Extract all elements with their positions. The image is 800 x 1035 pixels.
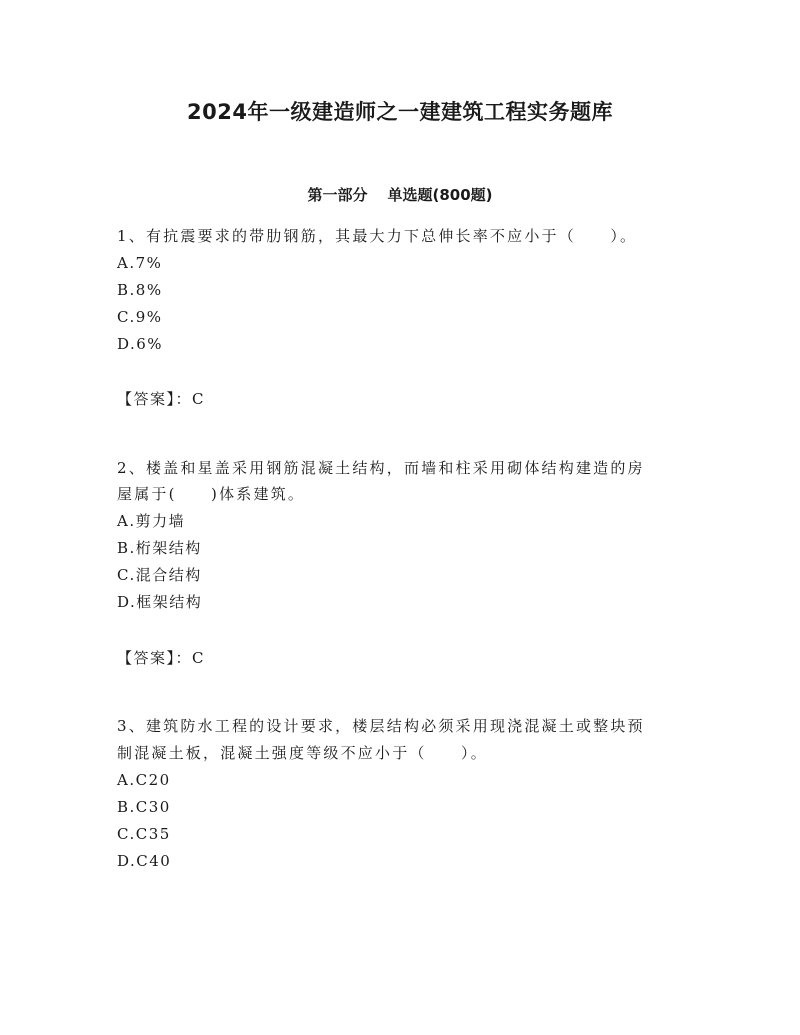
answer: 【答案】：C <box>117 390 205 408</box>
question-text: 2、楼盖和星盖采用钢筋混凝土结构，而墙和柱采用砌体结构建造的房 <box>117 459 645 477</box>
option-b: B.桁架结构 <box>117 539 202 557</box>
option-a: A.C20 <box>117 771 171 789</box>
option-d: D.6% <box>117 335 164 353</box>
question-text: 3、建筑防水工程的设计要求，楼层结构必须采用现浇混凝土或整块预 <box>117 717 645 735</box>
option-c: C.混合结构 <box>117 566 202 584</box>
option-d: D.C40 <box>117 852 172 870</box>
option-c: C.9% <box>117 308 163 326</box>
answer: 【答案】：C <box>117 649 205 667</box>
document-title: 2024年一级建造师之一建建筑工程实务题库 <box>187 100 613 124</box>
option-b: B.C30 <box>117 798 171 816</box>
section-title <box>0 184 800 205</box>
section-part: 第一部分 <box>307 186 368 204</box>
option-d: D.框架结构 <box>117 593 203 611</box>
option-a: A.剪力墙 <box>117 512 186 530</box>
option-a: A.7% <box>117 254 163 272</box>
section-name: 单选题(800题) <box>387 186 493 204</box>
question-text-continued: 制混凝土板，混凝土强度等级不应小于（ ）。 <box>117 744 488 762</box>
question-text-continued: 屋属于( )体系建筑。 <box>117 485 306 503</box>
option-c: C.C35 <box>117 825 171 843</box>
question-text: 1、有抗震要求的带肋钢筋，其最大力下总伸长率不应小于（ ）。 <box>117 227 638 245</box>
option-b: B.8% <box>117 281 163 299</box>
